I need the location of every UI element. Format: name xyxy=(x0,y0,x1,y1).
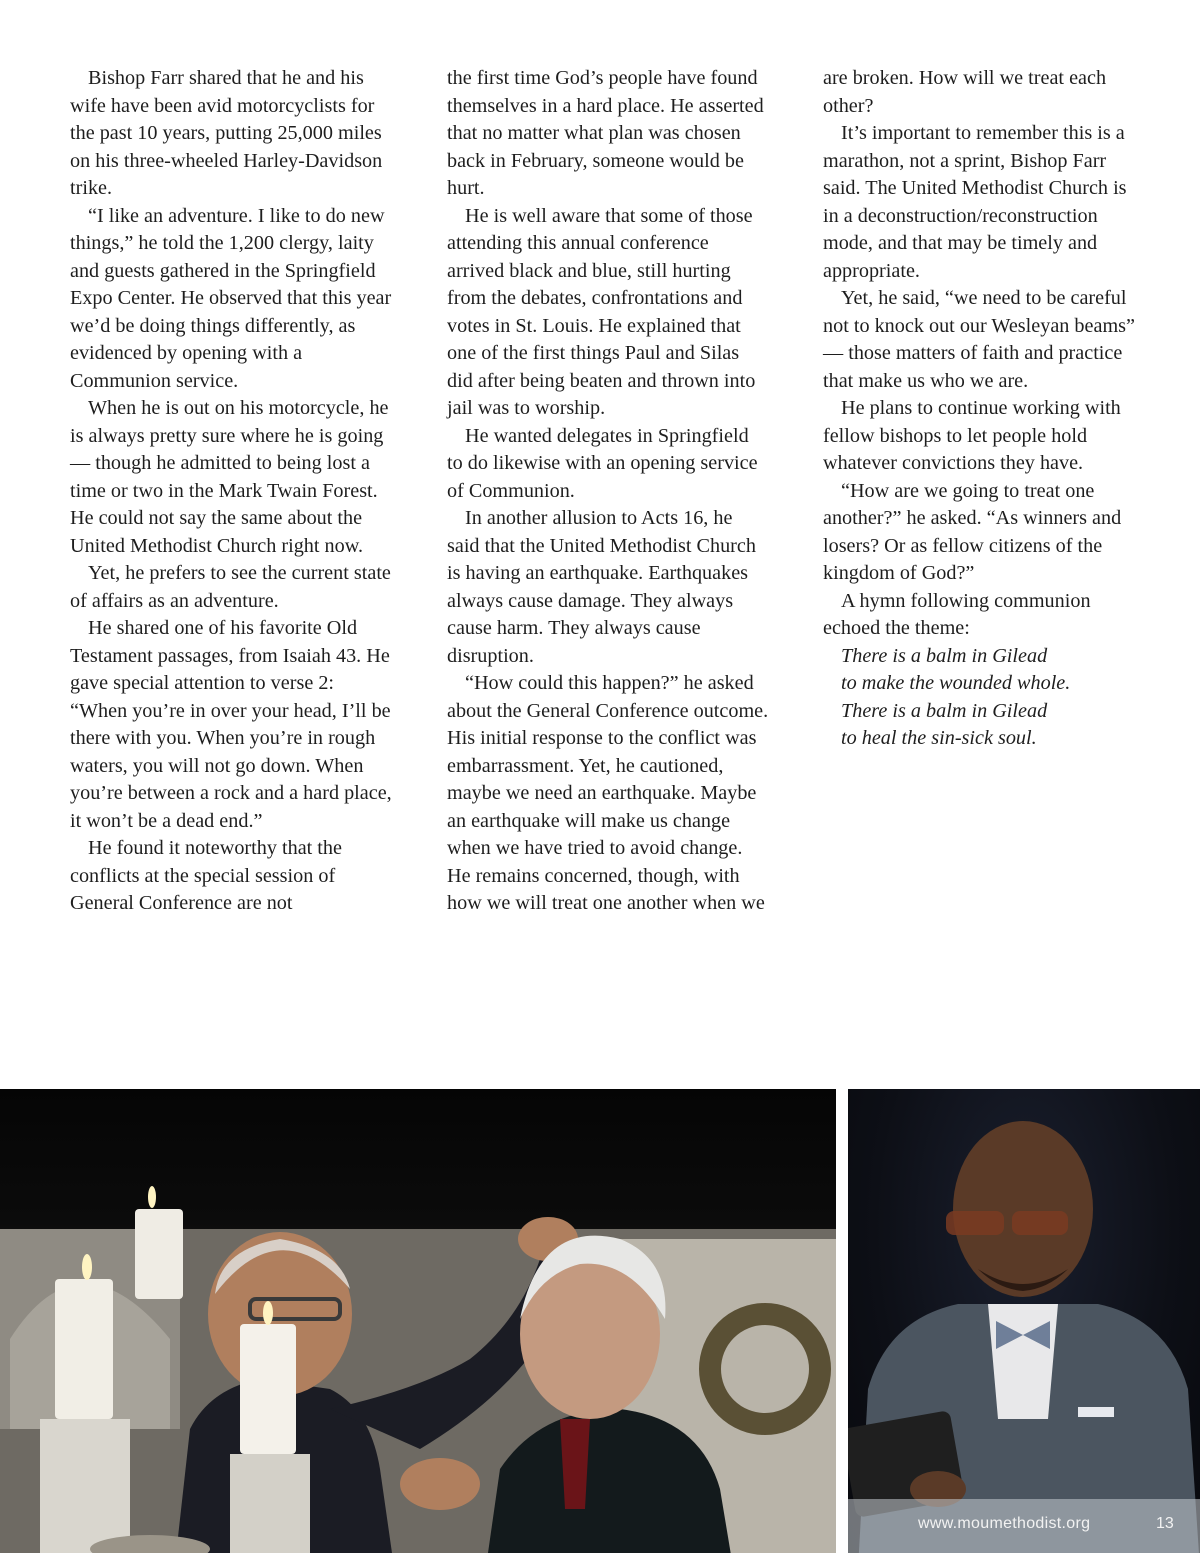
paragraph: He plans to continue working with fellow bishops to let people hold whatever convictions they have. xyxy=(823,397,1121,474)
paragraph: “How could this happen?” he asked about the General Conference outcome. His initial response to the conflict was embarrassment. Yet, he cautioned, maybe we need an earthquake. Maybe an earthquake will make us change when we have tried to avoid change. He remains concerned, though, with how we will treat one another when we xyxy=(447,672,769,914)
paragraph: Bishop Farr shared that he and his wife have been avid motorcyclists for the past 10 years, putting 25,000 miles on his three-wheeled Harley-Davidson trike. xyxy=(70,67,383,199)
clasped-hands xyxy=(400,1458,480,1510)
paragraph: When he is out on his motorcycle, he is always pretty sure where he is going — though he admitted to being lost a time or two in the Mark Twain Forest. He could not say the same about the United Methodist Church right now. xyxy=(70,397,389,557)
hymn-line: to make the wounded whole. xyxy=(841,672,1071,694)
candle-left xyxy=(55,1279,113,1419)
candle-stand xyxy=(230,1454,310,1553)
paragraph: “I like an adventure. I like to do new things,” he told the 1,200 clergy, laity and guests gathered in the Springfield Expo Center. He observed that this year we’d be doing things differently, as evidenced by opening with a Communion service. xyxy=(70,204,392,392)
paragraph: He wanted delegates in Springfield to do likewise with an opening service of Communion. xyxy=(447,424,758,502)
sunglasses-lens xyxy=(1012,1211,1068,1235)
speaker-photo xyxy=(848,1089,1200,1553)
article-column-1 xyxy=(70,65,392,918)
candle-stand xyxy=(40,1419,130,1553)
article-column-3 xyxy=(823,65,1145,753)
paragraph: He found it noteworthy that the conflicts at the special session of General Conference are not xyxy=(70,837,342,914)
paragraph: He shared one of his favorite Old Testament passages, from Isaiah 43. He gave special attention to verse 2: “When you’re in over your head, I’ll be there with you. When you’re in rough waters, you will not go down. When you’re between a rock and a hard place, it won’t be a dead end.” xyxy=(70,617,392,832)
hymn-line: There is a balm in Gilead xyxy=(841,699,1048,722)
candle-flame xyxy=(263,1301,273,1325)
paragraph: the first time God’s people have found themselves in a hard place. He asserted that no matter what plan was chosen back in February, someone would be hurt. xyxy=(447,67,764,199)
paragraph: Yet, he prefers to see the current state of affairs as an adventure. xyxy=(70,562,391,612)
paragraph: It’s important to remember this is a marathon, not a sprint, Bishop Farr said. The United Methodist Church is in a deconstruction/reconstruction mode, and that may be timely and appropriate. xyxy=(823,122,1127,282)
communion-photo xyxy=(0,1089,836,1553)
paragraph: He is well aware that some of those attending this annual conference arrived black and blue, still hurting from the debates, confrontations and votes in St. Louis. He explained that one of the first things Paul and Silas did after being beaten and thrown into jail was to worship. xyxy=(447,204,756,419)
communion-photo-illustration xyxy=(0,1089,836,1553)
candle-flame xyxy=(148,1186,156,1208)
hymn-line: to heal the sin-sick soul. xyxy=(841,727,1037,749)
footer-url: www.moumethodist.org xyxy=(918,1515,1091,1532)
candle-back xyxy=(135,1209,183,1299)
speaker-shirt xyxy=(988,1304,1058,1419)
page-number: 13 xyxy=(1156,1515,1174,1532)
speaker-head xyxy=(953,1121,1093,1297)
paragraph: are broken. How will we treat each other? xyxy=(823,67,1107,117)
hymn-line: There is a balm in Gilead xyxy=(841,644,1048,667)
candle-flame xyxy=(82,1254,92,1280)
candle-right xyxy=(240,1324,296,1454)
speaker-photo-illustration xyxy=(848,1089,1200,1553)
paragraph: In another allusion to Acts 16, he said that the United Methodist Church is having an earthquake. Earthquakes always cause damage. They always cause harm. They always cause disruption. xyxy=(447,507,756,667)
hymn-lyrics xyxy=(823,643,1145,753)
sunglasses-lens xyxy=(946,1211,1004,1235)
paragraph: Yet, he said, “we need to be careful not to knock out our Wesleyan beams” — those matters of faith and practice that make us who we are. xyxy=(823,287,1135,392)
article-column-2 xyxy=(447,65,769,918)
paragraph: A hymn following communion echoed the theme: xyxy=(823,589,1091,639)
paragraph: “How are we going to treat one another?” he asked. “As winners and losers? Or as fellow citizens of the kingdom of God?” xyxy=(823,479,1122,584)
pocket-square xyxy=(1078,1407,1114,1417)
tie xyxy=(560,1419,590,1509)
